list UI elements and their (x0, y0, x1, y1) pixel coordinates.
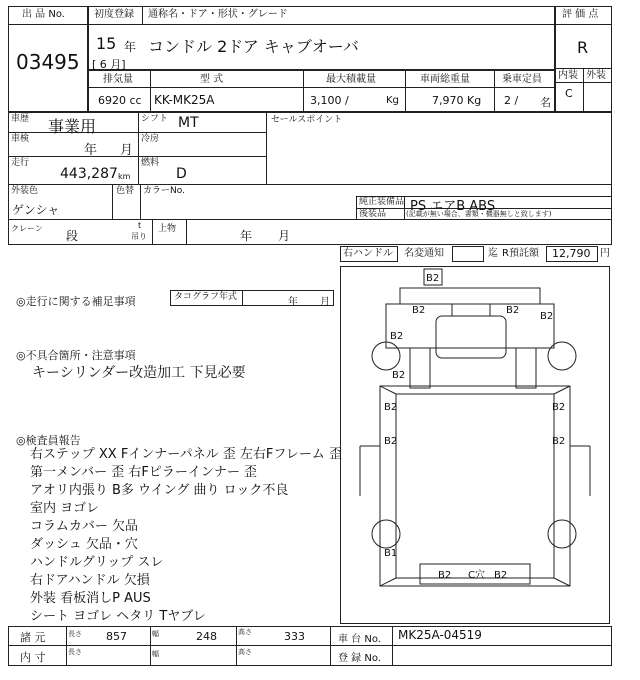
ext-color-label: 外装色 (11, 186, 39, 196)
deadline-label: 迄 (488, 248, 498, 259)
reg-label: 初度登録 (94, 9, 134, 20)
lot-number: 03495 (16, 50, 80, 74)
capacity-value: 2 / (504, 94, 519, 107)
reg-month: [ 6 月] (92, 58, 126, 71)
chassis-value: MK25A-04519 (398, 628, 482, 642)
defect-label: ◎不具合箇所・注意事項 (16, 349, 136, 362)
mileage-label: 走行 (11, 158, 30, 168)
score-label: 評 価 点 (562, 9, 599, 20)
shift-label: シフト (141, 114, 169, 124)
model-label: 型 式 (200, 74, 224, 85)
report-line-4: 室内 ヨゴレ (30, 501, 100, 516)
footer-table (8, 626, 612, 666)
reg-no-label: 登 録 No. (338, 653, 381, 664)
sales-point-label: セールスポイント (271, 115, 343, 125)
crane-ton: 吊り (131, 232, 147, 241)
inspection-label: 車検 (11, 134, 30, 144)
name-change-box (452, 246, 484, 262)
mark-b2-body-right: B2 (552, 402, 566, 413)
mark-b2-body-right-mid: B2 (552, 436, 566, 447)
length-label: 長さ (68, 630, 82, 638)
lot-no-label: 出 品 No. (22, 9, 65, 20)
report-line-3: アオリ内張り B多 ウイング 曲り ロック不良 (30, 483, 289, 498)
report-line-8: 右ドアハンドル 欠損 (30, 573, 150, 588)
mark-b2-cab-right: B2 (506, 305, 520, 316)
aftermarket-label: 後装品 (359, 209, 387, 219)
inspector-label: ◎検査員報告 (16, 434, 81, 447)
ac-label: 冷房 (141, 134, 160, 144)
color-no-label: カラーNo. (143, 186, 185, 196)
fuel-label: 燃料 (141, 158, 160, 168)
crane-label: クレーン (11, 224, 43, 233)
truck-damage-diagram (340, 266, 610, 624)
crane-upper-year: 年 (240, 229, 253, 243)
mark-b2-left-side: B2 (390, 331, 404, 342)
report-line-2: 第一メンバー 歪 右Fピラーインナー 歪 (30, 465, 257, 480)
mark-b2-cab-left: B2 (412, 305, 426, 316)
gross-weight-label: 車両総重量 (420, 74, 470, 85)
recycle-amount: 12,790 (552, 247, 591, 260)
inner-dims-label: 内 寸 (20, 651, 46, 664)
name-change-label: 名変通知 (404, 248, 444, 259)
report-line-6: ダッシュ 欠品・穴 (30, 537, 138, 552)
model-value: KK-MK25A (154, 93, 215, 107)
tachograph-month: 月 (320, 297, 330, 308)
crane-ton-top: t (138, 221, 142, 230)
height-value: 333 (284, 630, 305, 643)
crane-upper-month: 月 (278, 229, 291, 243)
shift-value: MT (178, 115, 199, 131)
recycle-label: R預託額 (502, 248, 539, 259)
gross-weight-value: 7,970 Kg (432, 94, 482, 107)
displacement-value: 6920 cc (98, 94, 142, 107)
inner-height-label: 高さ (238, 648, 252, 656)
aftermarket-note: (記載が無い場合、書類・機器無しと致します) (406, 210, 552, 218)
mileage-value: 443,287 (60, 166, 118, 182)
dims-label: 諸 元 (20, 631, 46, 644)
crane-steps: 段 (66, 229, 79, 243)
reg-year: 15 (96, 34, 117, 53)
mileage-unit: km (118, 172, 131, 181)
ext-color-value: ゲンシャ (12, 203, 60, 217)
history-value: 事業用 (48, 117, 97, 136)
inspection-year: 年 (84, 143, 98, 158)
length-value: 857 (106, 630, 127, 643)
mark-b2-tail-right: B2 (494, 570, 508, 581)
crane-upper-label: 上物 (158, 224, 177, 234)
color-change-label: 色替 (116, 186, 135, 196)
mark-b2-mirror: B2 (426, 273, 440, 284)
equipment-label: 純正装備品 (359, 197, 405, 207)
score-value: R (577, 38, 589, 57)
mark-b2-body-left: B2 (384, 402, 398, 413)
fuel-value: D (176, 166, 187, 182)
max-load-label: 最大積載量 (326, 74, 376, 85)
inspection-month: 月 (120, 143, 134, 158)
equipment-value: PS エアB ABS (410, 199, 496, 214)
exterior-label: 外装 (586, 70, 606, 81)
chassis-label: 車 台 No. (338, 634, 381, 645)
capacity-label: 乗車定員 (502, 74, 542, 85)
height-label: 高さ (238, 628, 252, 636)
mark-b1-rear-left: B1 (384, 548, 398, 559)
mark-b2-body-left-mid: B2 (384, 436, 398, 447)
report-line-1: 右ステップ XX Fインナーパネル 歪 左右Fフレーム 歪 (30, 447, 342, 462)
mark-b2-right-side: B2 (540, 311, 554, 322)
report-line-5: コラムカバー 欠品 (30, 519, 139, 534)
mark-b2-left-door: B2 (392, 370, 406, 381)
report-line-7: ハンドルグリップ スレ (30, 555, 164, 570)
supplement-label: ◎走行に関する補足事項 (16, 295, 136, 308)
width-label: 幅 (152, 630, 159, 638)
mark-c-hole-tail: C穴 (468, 570, 485, 581)
width-value: 248 (196, 630, 217, 643)
interior-label: 内装 (558, 70, 578, 81)
interior-score: C (565, 87, 573, 100)
defect-text: キーシリンダー改造加工 下見必要 (32, 365, 246, 381)
recycle-unit: 円 (600, 248, 610, 259)
tachograph-label: タコグラフ年式 (174, 292, 238, 302)
max-load-value: 3,100 / (310, 94, 349, 107)
car-name: コンドル 2ドア キャブオーバ (148, 37, 359, 56)
handle-value: 右ハンドル (343, 248, 393, 259)
displacement-label: 排気量 (103, 74, 133, 85)
year-unit: 年 (124, 40, 137, 54)
tachograph-year: 年 (288, 297, 298, 308)
report-line-10: シート ヨゴレ ヘタリ Tヤブレ (30, 609, 206, 624)
inner-length-label: 長さ (68, 648, 82, 656)
inner-width-label: 幅 (152, 650, 159, 658)
max-load-unit: Kg (386, 95, 399, 106)
name-label: 通称名・ドア・形状・グレード (148, 9, 288, 20)
mark-b2-tail-left: B2 (438, 570, 452, 581)
capacity-unit: 名 (540, 96, 551, 109)
report-line-9: 外装 看板消しP AUS (30, 591, 151, 606)
history-label: 車歴 (11, 114, 30, 124)
